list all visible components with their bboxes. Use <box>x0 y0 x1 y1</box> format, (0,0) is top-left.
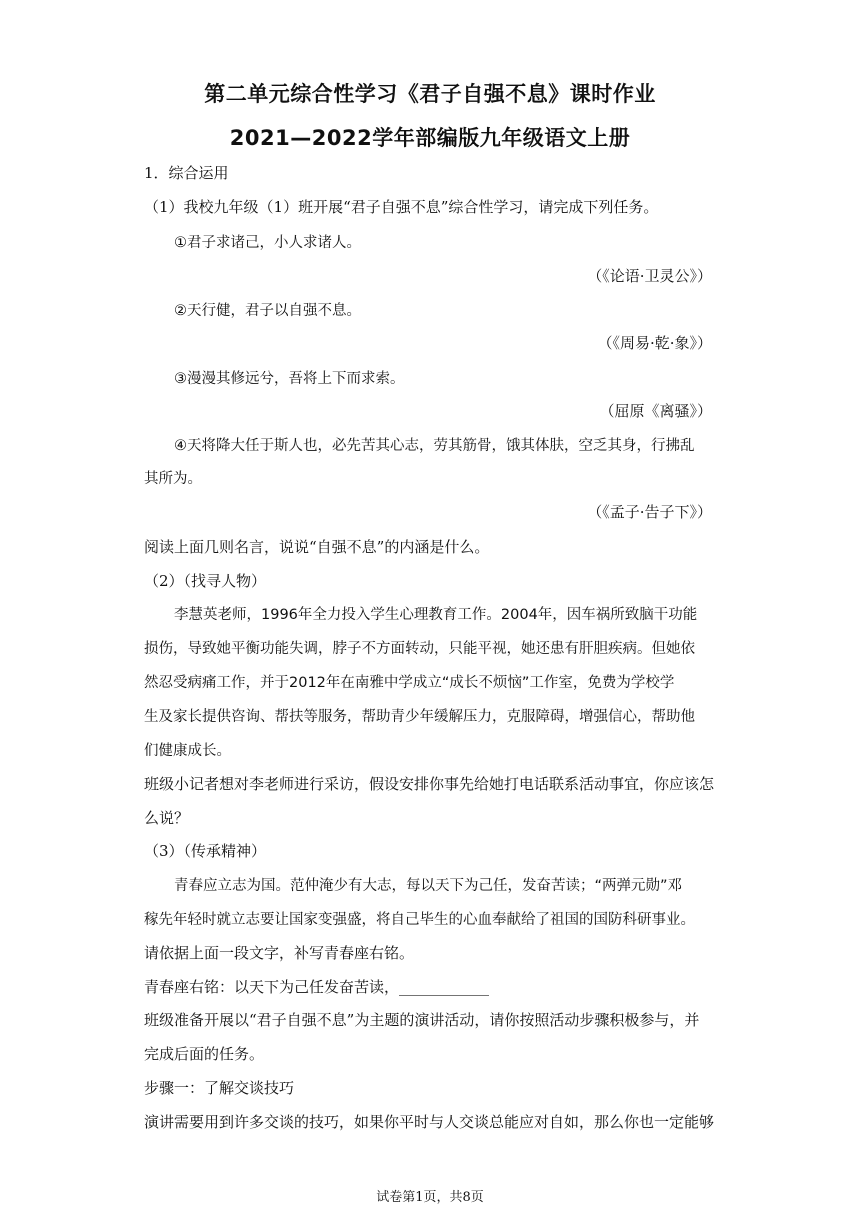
quote-1-source: （《论语·卫灵公》） <box>587 267 712 285</box>
part2-question-line: 班级小记者想对李老师进行采访，假设安排你事先给她打电话联系活动事宜，你应该怎 <box>144 775 715 793</box>
quote-4-line2: 其所为。 <box>144 471 202 487</box>
part2-passage-line: 然忍受病痛工作，并于2012年在南雅中学成立“成长不烦恼”工作室，免费为学校学 <box>144 675 675 691</box>
quote-2-source: （《周易·乾·象》） <box>597 334 712 352</box>
part2-heading: （2）（找寻人物） <box>144 572 267 590</box>
page-title: 第二单元综合性学习《君子自强不息》课时作业 <box>204 82 656 106</box>
part3-passage-line: 稼先年轻时就立志要让国家变强盛，将自己毕生的心血奉献给了祖国的国防科研事业。 <box>144 912 695 928</box>
part2-passage-line: 生及家长提供咨询、帮扶等服务，帮助青少年缓解压力，克服障碍，增强信心，帮助他 <box>144 709 695 725</box>
page-footer: 试卷第1页，共8页 <box>376 1190 484 1205</box>
step1-text: 演讲需要用到许多交谈的技巧，如果你平时与人交谈总能应对自如，那么你也一定能够 <box>144 1113 715 1131</box>
part1-intro: （1）我校九年级（1）班开展“君子自强不息”综合性学习，请完成下列任务。 <box>144 198 659 216</box>
quote-3-source: （屈原《离骚》） <box>599 402 712 420</box>
quote-4-source: （《孟子·告子下》） <box>587 503 712 521</box>
quote-2: ②天行健，君子以自强不息。 <box>174 303 361 319</box>
part2-passage-line: 们健康成长。 <box>144 743 231 759</box>
quote-3: ③漫漫其修远兮，吾将上下而求索。 <box>174 371 405 387</box>
part2-passage-line: 李慧英老师，1996年全力投入学生心理教育工作。2004年，因车祸所致脑干功能 <box>174 607 698 623</box>
speech-intro-line: 完成后面的任务。 <box>144 1045 265 1063</box>
speech-intro-line: 班级准备开展以“君子自强不息”为主题的演讲活动，请你按照活动步骤积极参与，并 <box>144 1011 700 1029</box>
part3-task: 请依据上面一段文字，补写青春座右铭。 <box>144 944 415 962</box>
part1-question: 阅读上面几则名言，说说“自强不息”的内涵是什么。 <box>144 538 490 556</box>
part3-passage-line: 青春应立志为国。范仲淹少有大志，每以天下为己任，发奋苦读；“两弹元勋”邓 <box>174 878 683 894</box>
step1-heading: 步骤一：了解交谈技巧 <box>144 1079 295 1097</box>
part3-heading: （3）（传承精神） <box>144 842 267 860</box>
quote-1: ①君子求诸己，小人求诸人。 <box>174 235 361 251</box>
question-heading: 1．综合运用 <box>144 164 229 182</box>
quote-4-line1: ④天将降大任于斯人也，必先苦其心志，劳其筋骨，饿其体肤，空乏其身，行拂乱 <box>174 438 695 454</box>
motto-blank: 青春座右铭：以天下为己任发奋苦读，____________ <box>144 978 490 996</box>
part2-passage-line: 损伤，导致她平衡功能失调，脖子不方面转动，只能平视，她还患有肝胆疾病。但她依 <box>144 641 695 657</box>
part2-question-line: 么说？ <box>144 809 190 827</box>
page-subtitle: 2021—2022学年部编版九年级语文上册 <box>229 126 631 150</box>
